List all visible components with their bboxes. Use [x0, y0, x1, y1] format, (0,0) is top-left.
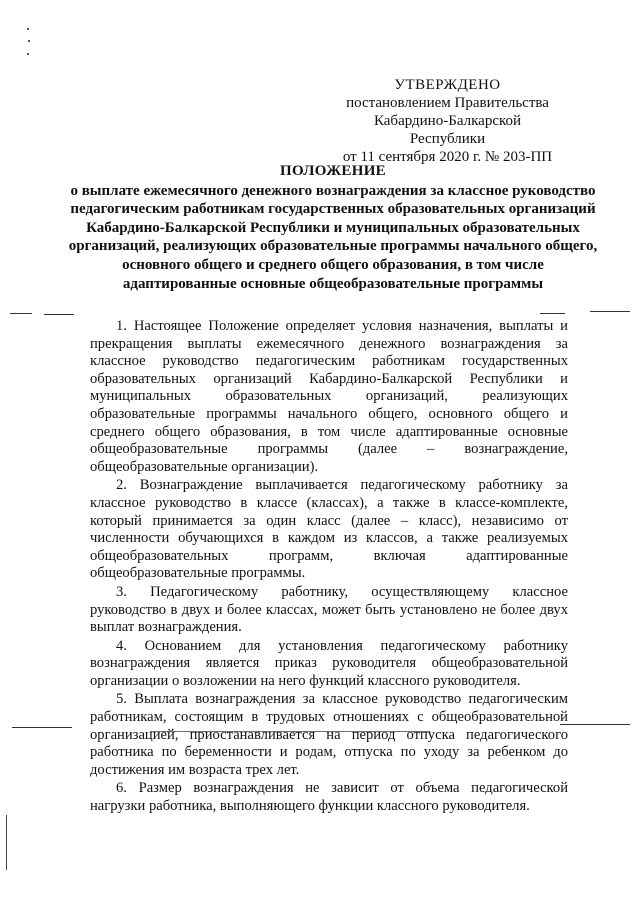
scan-line [10, 313, 32, 314]
document-body [90, 318, 568, 817]
scan-mark [28, 40, 30, 42]
approval-line: Кабардино-Балкарской Республики [373, 113, 522, 147]
scan-line [590, 311, 630, 312]
title-heading: ПОЛОЖЕНИЕ [280, 163, 386, 179]
paragraph: 6. Размер вознаграждения не зависит от объема педагогической нагрузки работника, выполняющего функции классного руководителя. [90, 780, 568, 815]
approval-title: УТВЕРЖДЕНО [394, 77, 501, 93]
approval-line: постановлением Правительства [346, 95, 549, 111]
scan-line [44, 314, 74, 315]
scan-line [12, 727, 72, 728]
paragraph: 4. Основанием для установления педагогическому работнику вознаграждения является приказ руководителя общеобразовательной организации о возложении на него функций классного руководителя. [90, 637, 568, 689]
document-title [68, 162, 598, 293]
approval-stamp [335, 76, 560, 166]
scan-line [540, 313, 565, 314]
approval-date: от 11 сентября 2020 г. № 203-ПП [342, 149, 553, 165]
title-subtitle: о выплате ежемесячного денежного вознаграждения за классное руководство педагогическим работникам государственных образовательных организаций Кабардино-Балкарской Республики и муниципальных образовательных организаций, реализующих образовательные программы начального общего, основного общего и среднего общего образования, в том числе адаптированные основные общеобразовательные программы [68, 182, 598, 292]
scan-mark [27, 53, 29, 55]
paragraph: 2. Вознаграждение выплачивается педагогическому работнику за классное руководство в классе (классах), а также в классе-комплекте, который принимается за один класс (далее – класс), независимо от численности обучающихся в каждом из классов, а также реализуемых общеобразовательных программ, включая адаптированные общеобразовательные программы. [90, 477, 568, 582]
paragraph: 1. Настоящее Положение определяет условия назначения, выплаты и прекращения выплаты ежемесячного денежного вознаграждения за классное руководство педагогическим работникам государственных образовательных организаций Кабардино-Балкарской Республики и муниципальных образовательных организаций, реализующих образовательные программы начального общего, основного общего и среднего общего образования, в том числе адаптированные основные общеобразовательные программы (далее – вознаграждение, общеобразовательные организации). [90, 318, 568, 475]
scan-line [6, 815, 7, 870]
paragraph: 5. Выплата вознаграждения за классное руководство педагогическим работникам, состоящим в трудовых отношениях с общеобразовательной организацией, приостанавливается на период отпуска педагогического работника по беременности и родам, отпуска по уходу за ребенком до достижения им возраста трех лет. [90, 691, 568, 778]
scan-line [560, 724, 630, 725]
scan-mark [27, 28, 29, 30]
paragraph: 3. Педагогическому работнику, осуществляющему классное руководство в двух и более классах, может быть установлено не более двух выплат вознаграждения. [90, 583, 568, 636]
